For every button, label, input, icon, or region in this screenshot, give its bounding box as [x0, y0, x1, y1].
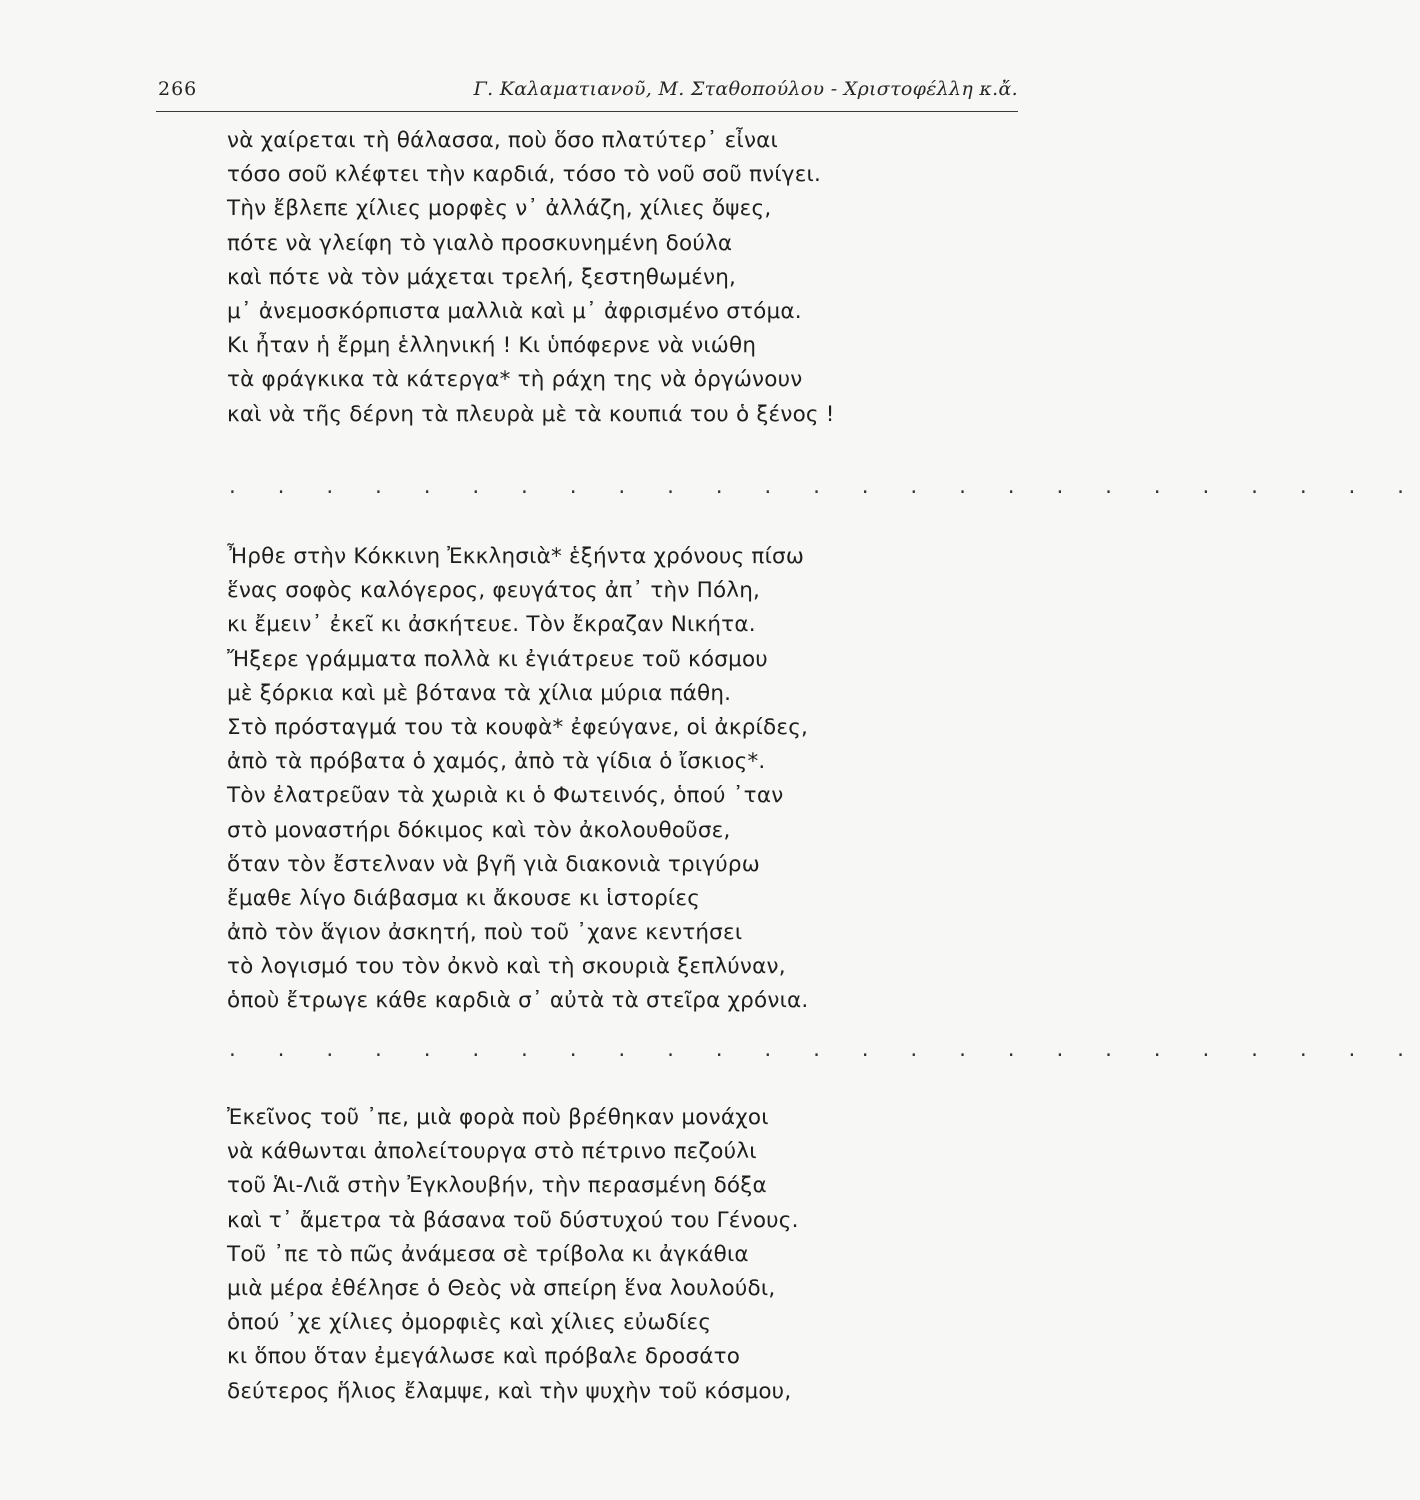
verse-line: μ᾽ ἀνεμοσκόρπιστα μαλλιὰ καὶ μ᾽ ἀφρισμένο στόμα.: [227, 298, 802, 324]
verse-line: τόσο σοῦ κλέφτει τὴν καρδιά, τόσο τὸ νοῦ σοῦ πνίγει.: [227, 162, 822, 188]
verse-line: κι ἔμειν᾽ ἐκεῖ κι ἀσκήτευε. Τὸν ἔκραζαν Νικήτα.: [227, 612, 756, 638]
page-number: 266: [158, 78, 198, 100]
page-header: [158, 78, 1018, 108]
verse-line: Κι ἦταν ἡ ἔρμη ἑλληνική ! Κι ὑπόφερνε νὰ νιώθη: [227, 333, 757, 359]
verse-line: νὰ κάθωνται ἀπολείτουργα στὸ πέτρινο πεζούλι: [227, 1139, 757, 1165]
verse-line: ἔμαθε λίγο διάβασμα κι ἄκουσε κι ἱστορίες: [227, 885, 701, 911]
running-head: Γ. Καλαματιανοῦ, Μ. Σταθοπούλου - Χριστοφέλλη κ.ἄ.: [473, 78, 1018, 100]
verse-line: ἀπὸ τὸν ἅγιον ἀσκητή, ποὺ τοῦ ᾽χανε κεντήσει: [227, 920, 743, 946]
verse-line: Ἤξερε γράμματα πολλὰ κι ἐγιάτρευε τοῦ κόσμου: [227, 646, 768, 672]
verse-line: τοῦ Ἁι-Λιᾶ στὴν Ἐγκλουβήν, τὴν περασμένη δόξα: [227, 1173, 767, 1199]
verse-line: ὁπού ᾽χε χίλιες ὀμορφιὲς καὶ χίλιες εὐωδίες: [227, 1310, 712, 1336]
verse-line: κι ὅπου ὅταν ἐμεγάλωσε καὶ πρόβαλε δροσάτο: [227, 1344, 741, 1370]
verse-line: ὅταν τὸν ἔστελναν νὰ βγῆ γιὰ διακονιὰ τριγύρω: [227, 851, 760, 877]
section-separator: . . . . . . . . . . . . . . . . . . . . . . . . .: [227, 477, 1420, 498]
stanza-3: [227, 1101, 1017, 1409]
stanza-2: [227, 540, 1017, 1019]
verse-line: τὸ λογισμό του τὸν ὀκνὸ καὶ τὴ σκουριὰ ξεπλύναν,: [227, 954, 786, 980]
verse-line: Στὸ πρόσταγμά του τὰ κουφὰ* ἐφεύγανε, οἱ ἀκρίδες,: [227, 714, 809, 740]
verse-line: στὸ μοναστήρι δόκιμος καὶ τὸν ἀκολουθοῦσε,: [227, 817, 731, 843]
verse-line: μὲ ξόρκια καὶ μὲ βότανα τὰ χίλια μύρια πάθη.: [227, 680, 732, 706]
verse-line: πότε νὰ γλείφη τὸ γιαλὸ προσκυνημένη δούλα: [227, 230, 733, 256]
verse-line: Ἦρθε στὴν Κόκκινη Ἐκκλησιὰ* ἑξήντα χρόνους πίσω: [227, 544, 805, 569]
stanza-1: [227, 124, 1017, 432]
verse-line: νὰ χαίρεται τὴ θάλασσα, ποὺ ὅσο πλατύτερ᾽ εἶναι: [227, 128, 779, 153]
verse-line: ὁποὺ ἔτρωγε κάθε καρδιὰ σ᾽ αὐτὰ τὰ στεῖρα χρόνια.: [227, 988, 809, 1014]
header-rule: [156, 111, 1018, 112]
verse-line: ἀπὸ τὰ πρόβατα ὁ χαμός, ἀπὸ τὰ γίδια ὁ ἴσκιος*.: [227, 749, 766, 775]
section-separator: . . . . . . . . . . . . . . . . . . . . . . . . .: [227, 1040, 1420, 1061]
verse-line: ἕνας σοφὸς καλόγερος, φευγάτος ἀπ᾽ τὴν Πόλη,: [227, 578, 761, 604]
verse-line: μιὰ μέρα ἐθέλησε ὁ Θεὸς νὰ σπείρη ἕνα λουλούδι,: [227, 1275, 776, 1301]
verse-line: Τοῦ ᾽πε τὸ πῶς ἀνάμεσα σὲ τρίβολα κι ἀγκάθια: [227, 1241, 749, 1267]
verse-line: τὰ φράγκικα τὰ κάτεργα* τὴ ράχη της νὰ ὀργώνουν: [227, 367, 803, 393]
verse-line: καὶ νὰ τῆς δέρνη τὰ πλευρὰ μὲ τὰ κουπιά του ὁ ξένος !: [227, 401, 835, 427]
verse-line: δεύτερος ἥλιος ἔλαμψε, καὶ τὴν ψυχὴν τοῦ κόσμου,: [227, 1378, 792, 1404]
verse-line: καὶ τ᾽ ἄμετρα τὰ βάσανα τοῦ δύστυχού του Γένους.: [227, 1207, 799, 1233]
verse-line: Ἐκεῖνος τοῦ ᾽πε, μιὰ φορὰ ποὺ βρέθηκαν μονάχοι: [227, 1105, 769, 1130]
verse-line: Τὸν ἐλατρεῦαν τὰ χωριὰ κι ὁ Φωτεινός, ὁπού ᾽ταν: [227, 783, 784, 809]
verse-line: καὶ πότε νὰ τὸν μάχεται τρελή, ξεστηθωμένη,: [227, 264, 737, 290]
verse-line: Τὴν ἔβλεπε χίλιες μορφὲς ν᾽ ἀλλάζη, χίλιες ὄψες,: [227, 196, 772, 222]
